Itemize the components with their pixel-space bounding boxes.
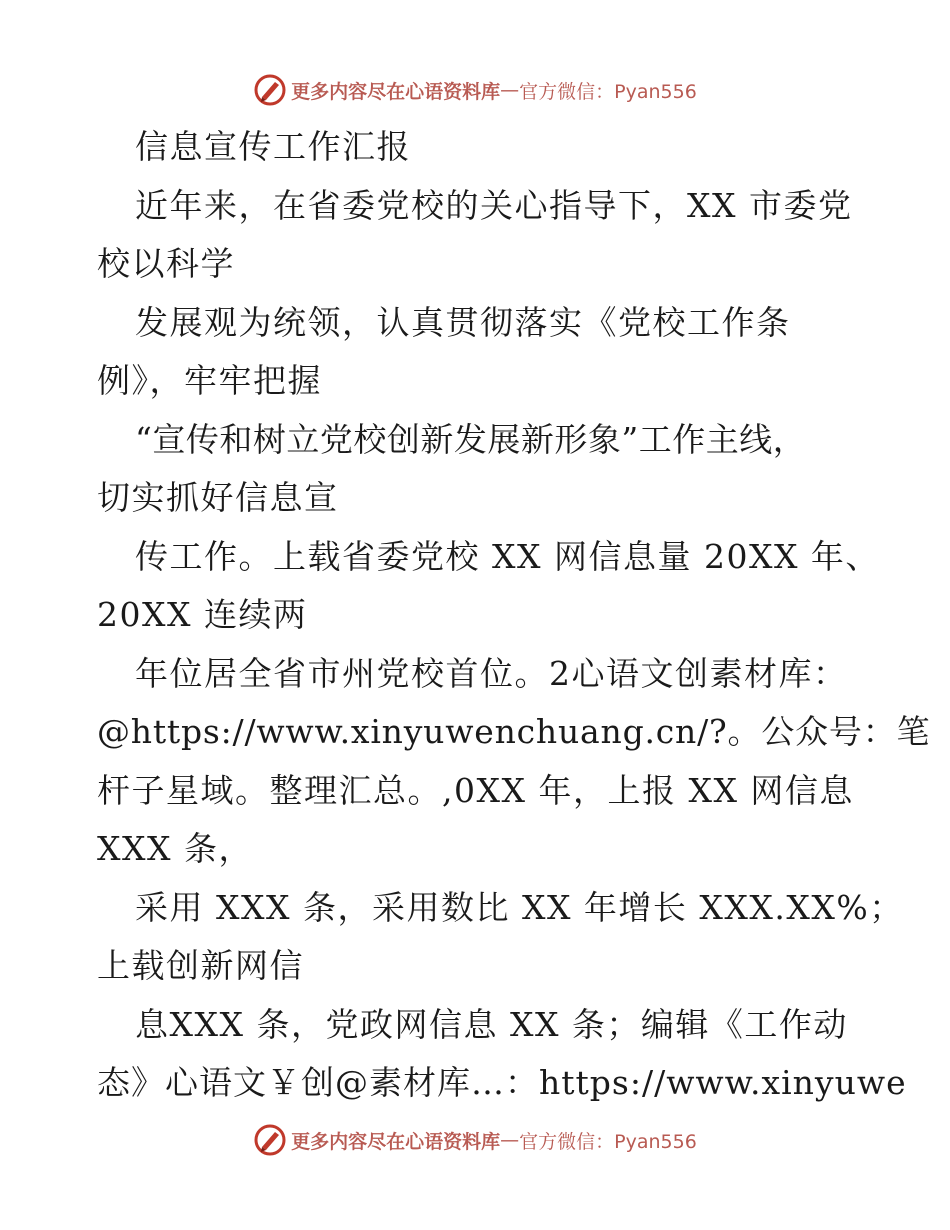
paragraph-line: 发展观为统领，认真贯彻落实《党校工作条 (135, 302, 791, 342)
paragraph-line: 息XXX 条，党政网信息 XX 条；编辑《工作动 (135, 1004, 848, 1044)
banner-wechat-text: 官方微信：Pyan556 (519, 80, 697, 103)
paragraph-line: 传工作。上载省委党校 XX 网信息量 20XX 年、 (135, 536, 880, 576)
paragraph-line: 态》心语文￥创@素材库…：https://www.xinyuwe (97, 1063, 907, 1102)
banner-main-text: 更多内容尽在心语资料库 (291, 80, 501, 103)
paragraph-line: 例》，牢牢把握 (97, 361, 322, 400)
pen-logo-icon (253, 1123, 287, 1157)
paragraph-line: 上载创新网信 (97, 946, 304, 985)
paragraph-line: 20XX 连续两 (97, 595, 308, 634)
document-body (97, 118, 931, 1113)
document-title: 信息宣传工作汇报 (135, 127, 411, 166)
paragraph-line: @https://www.xinyuwenchuang.cn/?。公众号：笔 (97, 712, 931, 751)
banner-separator: — (500, 79, 520, 101)
banner-main-text: 更多内容尽在心语资料库 (291, 1130, 501, 1153)
paragraph-line: XXX 条， (97, 829, 253, 868)
paragraph-line: 近年来，在省委党校的关心指导下，XX 市委党 (135, 185, 853, 225)
header-banner (0, 70, 950, 110)
pen-logo-icon (253, 73, 287, 107)
paragraph-line: “宣传和树立党校创新发展新形象”工作主线， (135, 419, 807, 459)
paragraph-line: 校以科学 (97, 244, 235, 283)
footer-banner (0, 1120, 950, 1160)
paragraph-line: 采用 XXX 条，采用数比 XX 年增长 XXX.XX%； (135, 887, 904, 927)
banner-wechat-text: 官方微信：Pyan556 (519, 1130, 697, 1153)
paragraph-line: 杆子星域。整理汇总。,0XX 年，上报 XX 网信息 (97, 770, 854, 810)
paragraph-line: 切实抓好信息宣 (97, 478, 339, 517)
paragraph-line: 年位居全省市州党校首位。2心语文创素材库： (135, 653, 848, 693)
banner-separator: — (500, 1129, 520, 1151)
